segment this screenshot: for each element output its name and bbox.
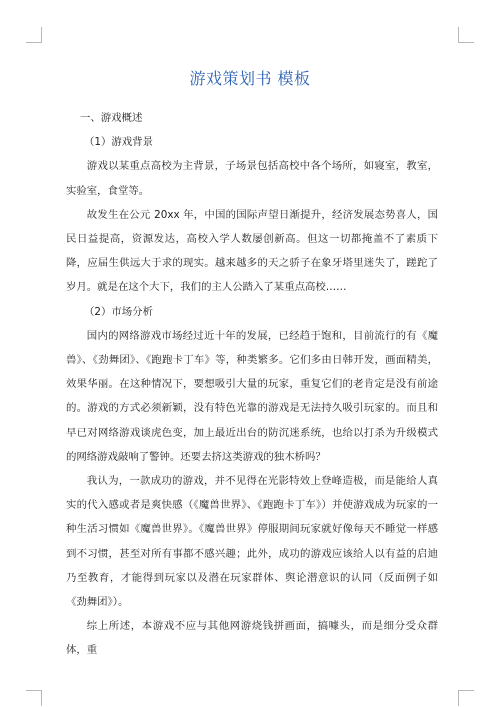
- document-body: [66, 104, 438, 663]
- paragraph-market-1: 国内的网络游戏市场经过近十年的发展，已经趋于饱和，目前流行的有《魔兽》、《劲舞团》、《跑跑卡丁车》等，种类繁多。它们多由日韩开发，画面精美，效果华丽。在这种情况下，要想吸引大量的玩家，重复它们的老肯定是没有前途的。游戏的方式必须新颖，没有特色光靠的游戏是无法持久吸引玩家的。而且和早已对网络游戏谈虎色变，加上最近出台的防沉迷系统，也给以打杀为升级模式的网络游戏敲响了警钟。还要去挤这类游戏的独木桥吗？: [66, 329, 438, 463]
- crop-mark-top-right-v: [458, 27, 459, 43]
- subheading-background: （1）游戏背景: [84, 136, 153, 149]
- paragraph-market-2: 我认为，一款成功的游戏，并不见得在光影特效上登峰造极，而是能给人真实的代入感或者是爽快感（《魔兽世界》、《跑跑卡丁车》）并使游戏成为玩家的一种生活习惯如《魔兽世界》。《魔兽世界》停服期间玩家就好像每天不睡觉一样感到不习惯，甚至对所有事都不感兴趣；此外，成功的游戏应该给人以有益的启迪乃至教育，才能得到玩家以及潜在玩家群体、舆论潜意识的认同（反面例子如《劲舞团》）。: [66, 475, 438, 609]
- crop-mark-top-left-v: [41, 27, 42, 43]
- section-heading-overview: 一、游戏概述: [80, 112, 143, 124]
- crop-mark-bottom-left-v: [41, 690, 42, 706]
- paragraph-background-2: 故发生在公元 20xx 年，中国的国际声望日渐提升，经济发展态势喜人，国民日益提高，资源发达，高校入学人数屡创新高。但这一切都掩盖不了素质下降，应届生供远大于求的现实。越来越多的天之骄子在象牙塔里迷失了，蹉跎了岁月。就是在这个大下，我们的主人公踏入了某重点高校……: [66, 208, 438, 294]
- crop-mark-bottom-right-h: [458, 690, 474, 691]
- paragraph-market-3: 综上所述，本游戏不应与其他网游烧钱拼画面，搞噱头，而是细分受众群体，重: [66, 620, 438, 657]
- paragraph-background-1: 游戏以某重点高校为主背景，子场景包括高校中各个场所，如寝室，教室，实验室，食堂等。: [66, 160, 438, 197]
- crop-mark-bottom-left-h: [26, 690, 42, 691]
- subheading-market-analysis: （2）市场分析: [84, 305, 153, 318]
- crop-mark-top-left-h: [26, 42, 42, 43]
- crop-mark-bottom-right-v: [458, 690, 459, 706]
- crop-mark-top-right-h: [458, 42, 474, 43]
- document-title: 游戏策划书 模板: [189, 69, 311, 88]
